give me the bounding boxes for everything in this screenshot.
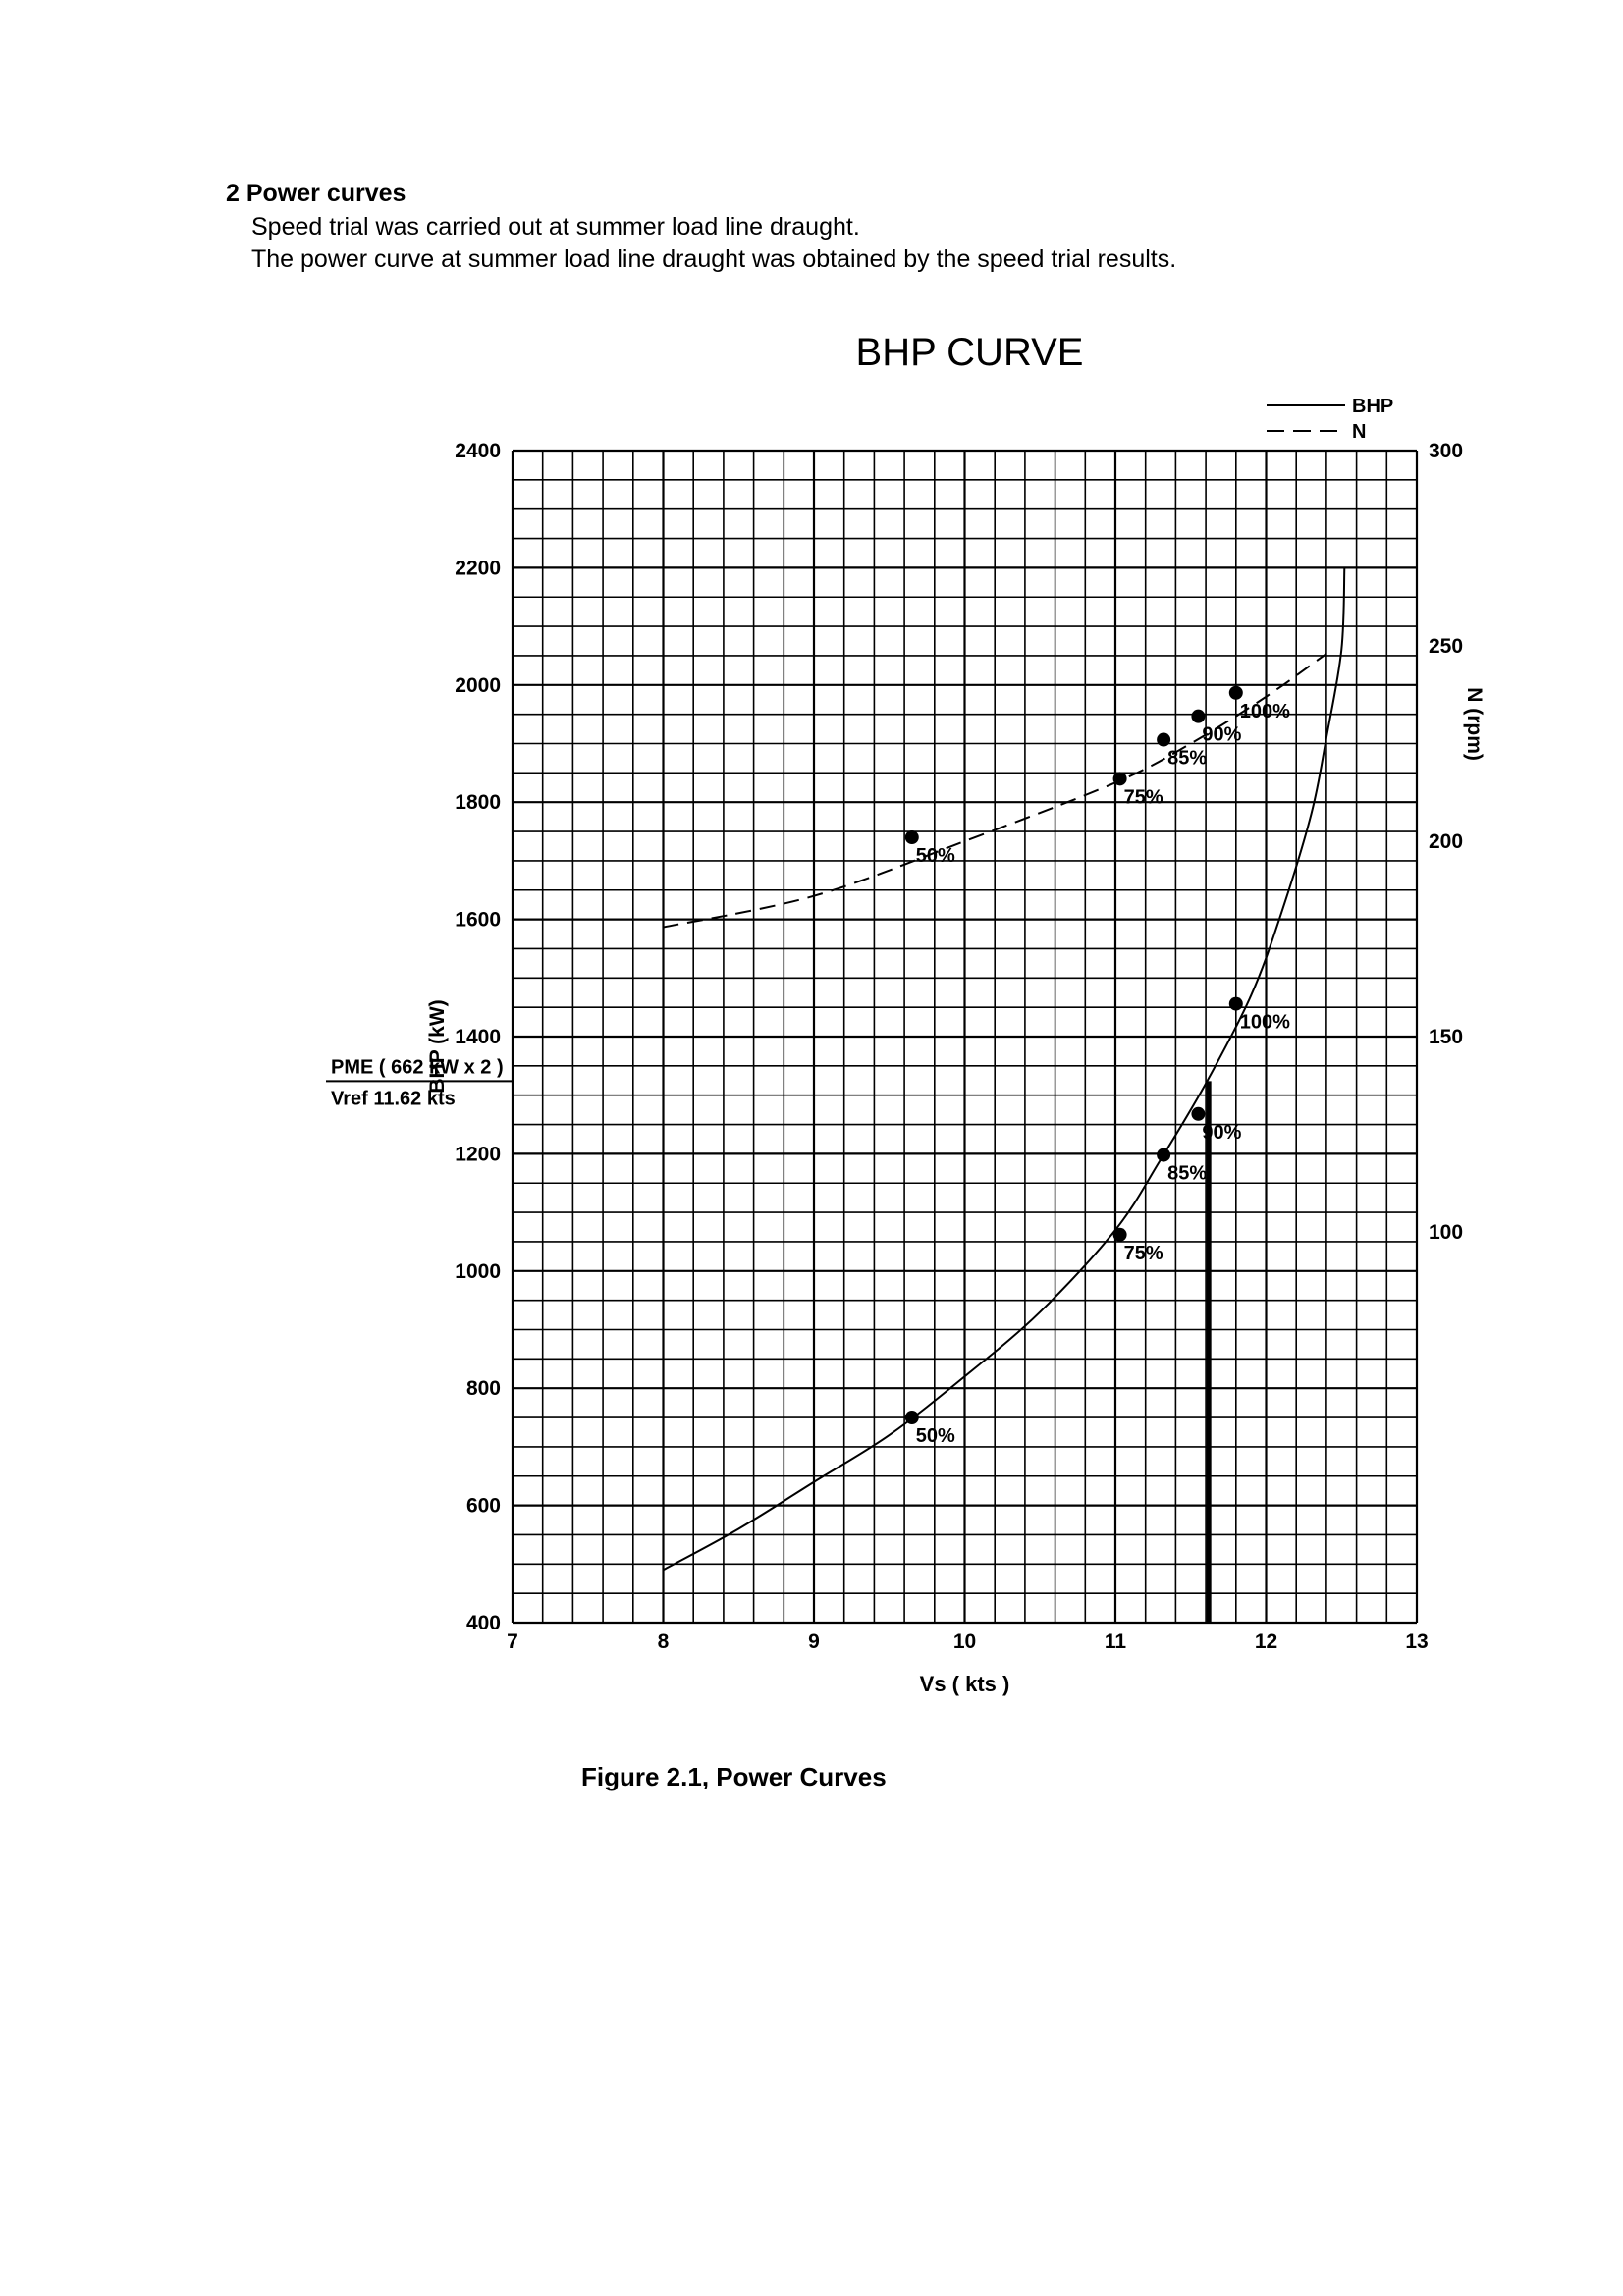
y2-tick-label: 100 [1429,1221,1464,1244]
data-point [1113,1228,1127,1242]
data-label: 50% [915,1425,955,1448]
y-tick-label: 2000 [455,673,501,697]
data-label: 100% [1239,1011,1290,1034]
chart-legend [1267,396,1393,443]
x-axis-label: Vs ( kts ) [919,1672,1010,1696]
y2-tick-label: 250 [1429,635,1464,658]
legend-label: N [1352,421,1367,443]
x-tick-label: 13 [1405,1630,1429,1653]
section-heading: 2 Power curves [226,180,406,207]
data-label: 100% [1239,700,1290,722]
data-point [1229,997,1243,1011]
vref-annotation: Vref 11.62 kts [331,1088,456,1110]
x-tick-label: 10 [952,1630,977,1653]
data-point [905,830,919,844]
data-point [1157,1148,1170,1162]
y-tick-label: 1600 [455,908,501,932]
y2-tick-label: 200 [1429,830,1464,853]
x-tick-label: 9 [808,1630,820,1653]
y2-tick-label: 150 [1429,1026,1464,1048]
data-label: 75% [1123,1242,1163,1264]
data-point [1229,686,1243,700]
data-label: 85% [1167,1162,1208,1185]
data-point [1113,772,1127,785]
y2-axis-label: N (rpm) [1463,687,1486,761]
data-label: 90% [1202,1121,1242,1144]
pme-annotation: PME ( 662 kW x 2 ) [331,1056,504,1079]
y-tick-label: 2200 [455,557,501,580]
y2-tick-label: 300 [1429,440,1464,462]
chart-labels [331,331,1486,1696]
chart-title: BHP CURVE [855,331,1084,374]
x-tick-label: 8 [657,1630,670,1653]
y-tick-label: 600 [465,1494,501,1518]
y-tick-label: 1000 [455,1259,501,1283]
data-point [905,1411,919,1424]
data-point [1191,710,1205,723]
paragraph: The power curve at summer load line draught was obtained by the speed trial results. [251,245,1177,273]
chart-grid [513,451,1417,1623]
y-tick-label: 800 [465,1377,501,1401]
data-point [1191,1107,1205,1121]
y-tick-label: 1200 [455,1143,501,1166]
x-tick-label: 11 [1104,1630,1127,1653]
data-label: 85% [1167,747,1208,770]
data-point [1157,733,1170,747]
x-tick-label: 7 [507,1630,518,1653]
legend-label: BHP [1352,396,1394,417]
x-tick-label: 12 [1254,1630,1278,1653]
data-label: 90% [1202,723,1242,746]
y-axis-label: BHP (kW) [426,999,449,1094]
data-label: 50% [915,845,955,868]
y-tick-label: 1400 [455,1026,501,1048]
paragraph: Speed trial was carried out at summer load line draught. [251,213,860,240]
y-tick-label: 2400 [455,440,501,462]
data-label: 75% [1123,786,1163,809]
y-tick-label: 400 [465,1612,501,1634]
y-tick-label: 1800 [455,791,501,815]
figure-caption: Figure 2.1, Power Curves [581,1762,887,1791]
